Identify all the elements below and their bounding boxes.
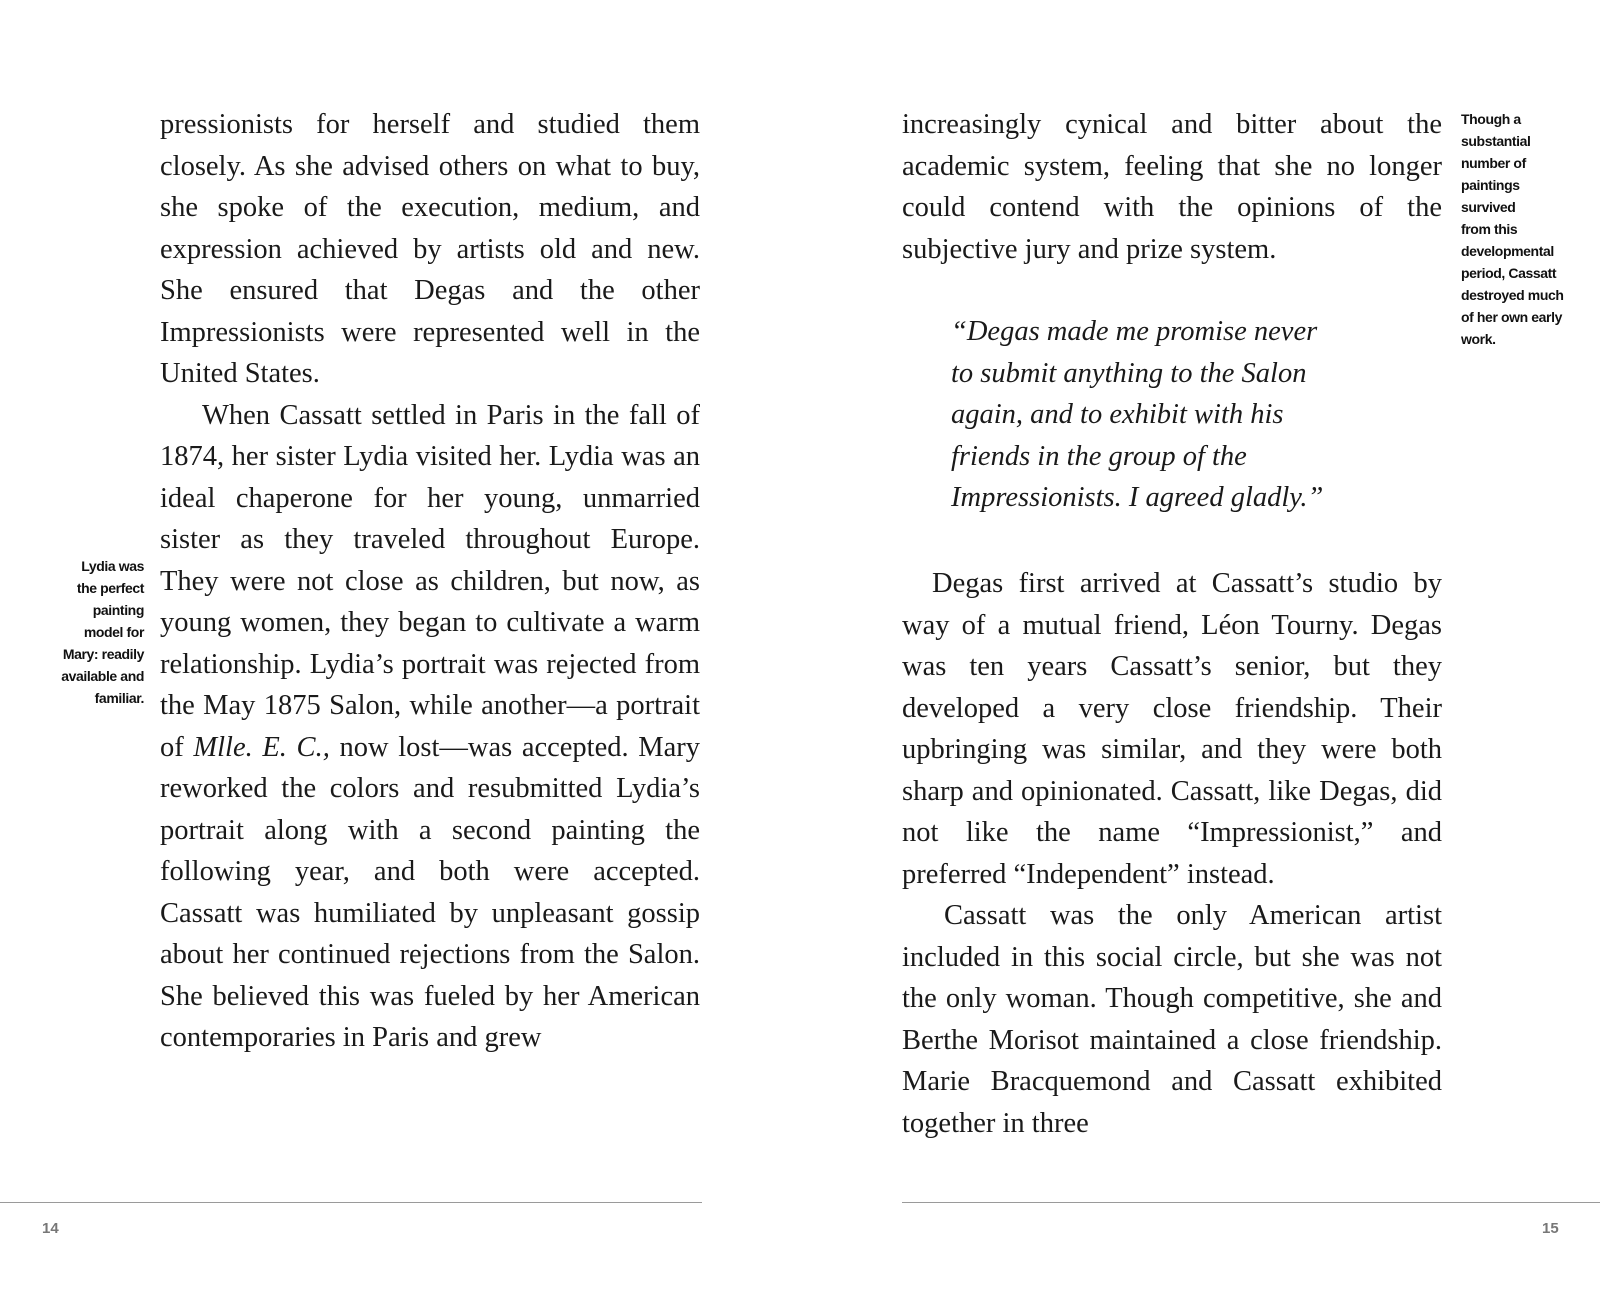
page-number: 14 xyxy=(42,1220,59,1237)
sidenote-line: Mary: readily xyxy=(62,646,144,662)
sidenote-line: survived xyxy=(1461,199,1516,215)
sidenote-line: of her own early xyxy=(1461,309,1562,325)
quote-line: Impressionists. I agreed gladly.” xyxy=(951,482,1324,513)
sidenote-line: developmental xyxy=(1461,243,1554,259)
sidenote-line: familiar. xyxy=(94,690,144,706)
artwork-title: Mlle. E. C., xyxy=(193,731,330,763)
sidenote-line: painting xyxy=(92,602,144,618)
body-paragraph xyxy=(160,395,700,1059)
sidenote-line: from this xyxy=(1461,221,1518,237)
sidenote-right xyxy=(1461,108,1591,350)
quote-line: friends in the group of the xyxy=(951,440,1247,472)
sidenote-line: model for xyxy=(83,624,144,640)
left-page-body xyxy=(160,104,700,1059)
body-paragraph: Degas first arrived at Cassatt’s studio by way of a mutual friend, Léon Tourny. Degas was ten years Cassatt’s senior, but they developed a very close friendship. Their upbringing was similar, and they were both sharp and opinionated. Cassatt, like Degas, did not like the name “Impressionist,” and preferred “Independent” instead. xyxy=(902,568,1442,890)
quote-line: to submit anything to the Salon xyxy=(951,357,1307,389)
sidenote-line: destroyed much xyxy=(1461,287,1564,303)
sidenote-line: the perfect xyxy=(76,580,144,596)
sidenote-left xyxy=(36,555,144,709)
right-page-body-top xyxy=(902,104,1442,270)
body-paragraph: pressionists for herself and studied them closely. As she advised others on what to buy, she spoke of the execution, medium, and expression achieved by artists old and new. She ensured that Degas and the other Impressionists were represented well in the United States. xyxy=(160,109,700,389)
block-quote xyxy=(951,311,1391,519)
sidenote-line: available and xyxy=(61,668,144,684)
paragraph-text: When Cassatt settled in Paris in the fall of 1874, her sister Lydia visited her. Lydia was an ideal chaperone for her young, unmarried sister as they traveled throughout Europe. They were not close as children, but now, as young women, they began to cultivate a warm relationship. Lydia’s portrait was rejected from the May 1875 Salon, while another—a portrait of xyxy=(160,399,700,763)
quote-line: “Degas made me promise never xyxy=(951,316,1318,347)
right-page-body xyxy=(902,563,1442,1144)
sidenote-line: period, Cassatt xyxy=(1461,265,1557,281)
quote-line: again, and to exhibit with his xyxy=(951,399,1284,430)
paragraph-text: now lost—was accepted. Mary reworked the colors and resubmitted Lydia’s portrait along with a second painting the following year, and both were accepted. Cassatt was humiliated by unpleasant gossip about her continued rejections from the Salon. She believed this was fueled by her American contemporaries in Paris and grew xyxy=(160,731,700,1053)
sidenote-line: work. xyxy=(1461,331,1496,347)
sidenote-line: Lydia was xyxy=(81,558,144,574)
footer-rule xyxy=(902,1202,1600,1203)
body-paragraph: increasingly cynical and bitter about the academic system, feeling that she no longer could contend with the opinions of the subjective jury and prize system. xyxy=(902,109,1442,265)
sidenote-line: number of xyxy=(1461,155,1526,171)
footer-rule xyxy=(0,1202,702,1203)
page-number: 15 xyxy=(1542,1220,1559,1237)
sidenote-line: substantial xyxy=(1461,133,1531,149)
sidenote-line: paintings xyxy=(1461,177,1520,193)
body-paragraph: Cassatt was the only American artist included in this social circle, but she was not the only woman. Though competitive, she and Berthe Morisot maintained a close friendship. Marie Bracquemond and Cassatt exhibited together in three xyxy=(902,900,1442,1139)
sidenote-line: Though a xyxy=(1461,111,1521,127)
